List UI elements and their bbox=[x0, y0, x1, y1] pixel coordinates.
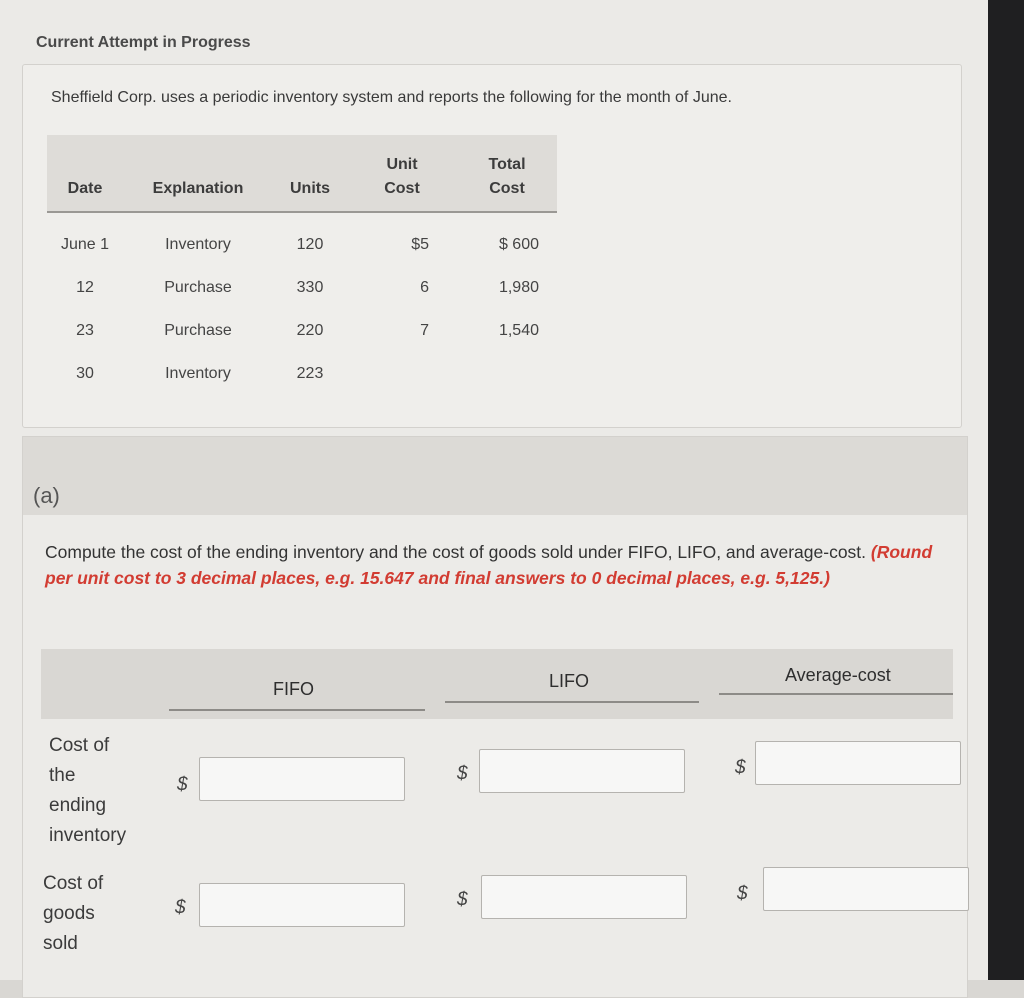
cell-total-cost bbox=[457, 352, 557, 395]
lifo-ending-inventory-input[interactable] bbox=[479, 749, 685, 793]
cell-date: 30 bbox=[76, 364, 94, 382]
lifo-cogs-input[interactable] bbox=[481, 875, 687, 919]
currency-symbol: $ bbox=[457, 889, 468, 910]
attempt-title: Current Attempt in Progress bbox=[36, 34, 251, 51]
table-row bbox=[47, 309, 557, 352]
col-header-date: Date bbox=[47, 135, 123, 212]
inventory-table-header bbox=[47, 135, 557, 212]
col-header-units: Units bbox=[273, 135, 347, 212]
cell-units: 220 bbox=[296, 321, 324, 339]
cell-explanation: Inventory bbox=[165, 364, 231, 382]
cell-explanation: Purchase bbox=[164, 321, 232, 339]
average-underline bbox=[719, 693, 953, 695]
rounding-note: (Round per unit cost to 3 decimal places, e.g. 15.647 and final answers to 0 decimal places, e.g. 5,125.) bbox=[45, 542, 933, 588]
col-header-unit-cost: Unit Cost bbox=[347, 135, 457, 212]
average-cogs-input[interactable] bbox=[763, 867, 969, 911]
cell-total-cost: 1,540 bbox=[498, 321, 539, 339]
cell-date: 12 bbox=[76, 278, 94, 296]
cell-unit-cost: 6 bbox=[420, 278, 429, 296]
cell-explanation: Inventory bbox=[165, 235, 231, 253]
cell-date: June 1 bbox=[60, 235, 110, 253]
problem-statement: Sheffield Corp. uses a periodic inventory system and reports the following for the month of June. bbox=[51, 89, 732, 106]
col-header-lifo: LIFO bbox=[549, 671, 590, 691]
cell-total-cost: $ 600 bbox=[498, 235, 539, 253]
fifo-cogs-input[interactable] bbox=[199, 883, 405, 927]
cell-unit-cost: 7 bbox=[420, 321, 429, 339]
table-row bbox=[47, 266, 557, 309]
currency-symbol: $ bbox=[735, 757, 746, 778]
cell-unit-cost bbox=[347, 352, 457, 395]
average-ending-inventory-input[interactable] bbox=[755, 741, 961, 785]
cell-unit-cost: $5 bbox=[411, 235, 429, 253]
currency-symbol: $ bbox=[457, 763, 468, 784]
currency-symbol: $ bbox=[175, 897, 186, 918]
part-a-panel bbox=[22, 436, 968, 998]
inventory-table bbox=[47, 135, 557, 395]
cell-date: 23 bbox=[76, 321, 94, 339]
col-header-total-cost: Total Cost bbox=[457, 135, 557, 212]
cell-explanation: Purchase bbox=[164, 278, 232, 296]
col-header-explanation: Explanation bbox=[123, 135, 273, 212]
problem-panel bbox=[22, 64, 962, 428]
cell-units: 223 bbox=[296, 364, 324, 382]
cell-total-cost: 1,980 bbox=[498, 278, 539, 296]
instructions bbox=[45, 539, 945, 591]
instruction-text: Compute the cost of the ending inventory and the cost of goods sold under FIFO, LIFO, and average-cost. bbox=[45, 542, 867, 562]
table-row bbox=[47, 212, 557, 266]
fifo-underline bbox=[169, 709, 425, 711]
currency-symbol: $ bbox=[177, 774, 188, 795]
col-header-average-cost: Average-cost bbox=[785, 665, 891, 685]
part-a-header bbox=[23, 437, 967, 515]
col-header-fifo: FIFO bbox=[273, 679, 314, 699]
row-label-ending-inventory: Cost of the ending inventory bbox=[49, 735, 127, 846]
fifo-ending-inventory-input[interactable] bbox=[199, 757, 405, 801]
cell-units: 120 bbox=[296, 235, 324, 253]
row-label-cogs: Cost of goods sold bbox=[43, 873, 104, 954]
device-bezel bbox=[988, 0, 1024, 980]
part-label: (a) bbox=[33, 483, 60, 508]
cell-units: 330 bbox=[296, 278, 324, 296]
currency-symbol: $ bbox=[737, 883, 748, 904]
table-row bbox=[47, 352, 557, 395]
lifo-underline bbox=[445, 701, 699, 703]
